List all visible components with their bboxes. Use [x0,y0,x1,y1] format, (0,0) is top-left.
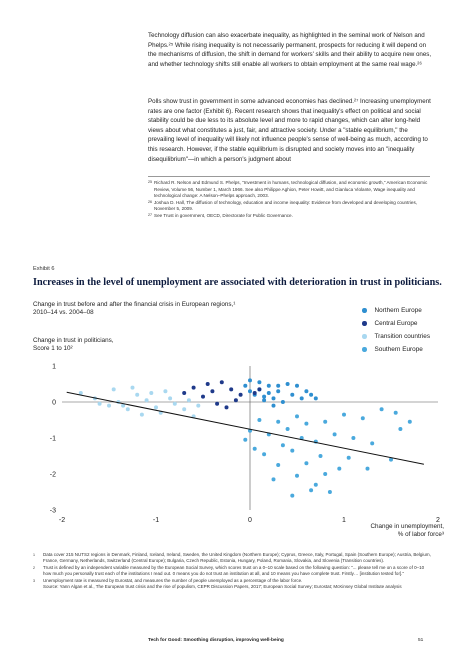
data-point-southern-europe [253,447,257,451]
data-point-central-europe [229,387,233,391]
data-point-northern-europe [276,384,280,388]
data-point-southern-europe [408,420,412,424]
legend-label: Northern Europe [374,307,422,314]
data-point-northern-europe [286,382,290,386]
data-point-northern-europe [262,398,266,402]
legend-label: Central Europe [374,320,418,327]
x-tick-label: 2 [436,517,440,524]
data-point-southern-europe [281,443,285,447]
x-tick-label: 1 [342,517,346,524]
data-point-transition-countries [98,402,102,406]
footnote-text: Richard R. Nelson and Edmund S. Phelps, "Investment in humans, technological diffusion, and economic growth," American Economic Review, Volume 56, Number 1, March 1966. See also Philippe Aghion, Peter Howitt, and Gianluca Violante, Wage inequality and technological change: A Nelson–Phelps approach, 2003. [154,180,428,199]
data-point-northern-europe [248,389,252,393]
data-point-southern-europe [337,467,341,471]
data-point-southern-europe [370,441,374,445]
data-point-southern-europe [304,461,308,465]
data-point-central-europe [234,398,238,402]
data-point-northern-europe [257,380,261,384]
data-point-southern-europe [243,438,247,442]
page-number: 51 [418,638,424,643]
x-axis-label-line-2: % of labor force³ [397,531,444,538]
footnote-number: 27 [148,212,152,217]
data-point-northern-europe [243,384,247,388]
data-point-northern-europe [267,384,271,388]
chart-footnote-number: 3 [33,578,35,583]
data-point-northern-europe [309,393,313,397]
data-point-southern-europe [398,427,402,431]
data-point-transition-countries [168,396,172,400]
body-paragraph-2-text: Polls show trust in government in some advanced economies has declined.²⁷ Increasing unemployment rates are one factor (Exhibit 6). Recent research shows that inequality's effect on political and social stability could be due less to its absolute level and more to rapid changes, which can alter long-held views about what constitutes a just, fair, and attractive society. Under a "stable equilibrium," the prevailing level of inequality will likely not influence people's sense of well-being as much, according to this research. However, if the stable equilibrium is disrupted and society moves into an "inequality disequilibrium"—in which a person's judgment about [148,98,431,163]
x-axis-label [340,523,444,539]
data-point-southern-europe [276,420,280,424]
data-point-northern-europe [276,389,280,393]
chart-title: Increases in the level of unemployment are associated with deterioration in trust in politicians. [33,277,442,288]
data-point-southern-europe [351,436,355,440]
data-point-southern-europe [290,449,294,453]
data-point-northern-europe [295,384,299,388]
data-point-southern-europe [394,411,398,415]
chart-footnote-number [33,584,43,590]
data-point-transition-countries [126,407,130,411]
data-point-transition-countries [154,405,158,409]
footnote-text: See Trust in government, OECD, Directorate for Public Governance. [154,212,293,218]
exhibit-label: Exhibit 6 [33,266,55,272]
data-point-transition-countries [196,404,200,408]
data-point-southern-europe [347,456,351,460]
data-point-transition-countries [107,404,111,408]
data-point-transition-countries [140,413,144,417]
data-point-southern-europe [314,483,318,487]
data-point-southern-europe [272,477,276,481]
trend-line [67,392,424,464]
chart-footnote-2 [33,565,433,578]
data-point-northern-europe [272,404,276,408]
chart-source-text: Source: Yann Algan et al., The European trust crisis and the rise of populism, CEPR Discussion Papers, 2017; European Social Survey; Eurostat; McKinsey Global Institute analysis [43,584,402,590]
x-axis-label-line-1: Change in unemployment, [370,523,444,530]
data-point-central-europe [257,387,261,391]
chart-footnote-number: 2 [33,565,35,570]
chart-footnote-text: Trust is defined by an independent variable measured by the European Social Survey, which scores trust on a 0–10 scale based on the following question: "... please tell me on a score of 0–10 how much you personally trust each of the institutions I read out. 0 means you do not trust an institution at all, and 10 means you have complete trust. Firstly… [institution tested for]." [43,564,425,577]
data-point-southern-europe [342,413,346,417]
data-point-southern-europe [380,407,384,411]
data-point-northern-europe [248,378,252,382]
y-tick-label: -1 [49,435,56,443]
data-point-central-europe [182,391,186,395]
x-tick-label: -1 [152,517,160,524]
data-point-transition-countries [131,386,135,390]
data-point-southern-europe [323,472,327,476]
y-tick-label: -2 [49,471,56,479]
data-point-northern-europe [290,393,294,397]
data-point-southern-europe [328,490,332,494]
page-footer: Tech for Good: Smoothing disruption, improving well-being [148,638,284,643]
data-point-southern-europe [361,416,365,420]
chart-source [33,584,433,590]
footnote-text: Joshua D. Hall, The diffusion of technology, education and income inequality: Evidence from developed and developing countries, November 5, 2009. [154,199,418,212]
data-point-transition-countries [182,407,186,411]
data-point-transition-countries [112,387,116,391]
y-axis-label-line-2: Score 1 to 10² [33,345,73,352]
data-point-central-europe [192,386,196,390]
data-point-central-europe [215,402,219,406]
chart-footnote-text: Data cover 215 NUTS2 regions in Denmark, Finland, Iceland, Ireland, Sweden, the United Kingdom (Northern Europe); Cyprus, Greece, Italy, Portugal, Spain (Southern Europe); Austria, Belgium, France, Germany, Netherlands, Switzerland (Central Europe); Bulgaria, Czech Republic, Estonia, Hungary, Poland, Romania, Slovakia, and Slovenia (Transition countries). [43,552,431,564]
data-point-transition-countries [135,393,139,397]
x-tick-label: 0 [248,517,252,524]
chart-subtitle-line-2: 2010–14 vs. 2004–08 [33,309,94,316]
data-point-southern-europe [290,494,294,498]
data-point-northern-europe [272,396,276,400]
data-point-transition-countries [149,391,153,395]
data-point-transition-countries [145,398,149,402]
data-point-transition-countries [173,402,177,406]
data-point-northern-europe [281,400,285,404]
footnote-number: 26 [148,199,152,204]
data-point-central-europe [220,380,224,384]
data-point-northern-europe [314,396,318,400]
data-point-southern-europe [295,474,299,478]
data-point-southern-europe [257,418,261,422]
legend-label: Southern Europe [374,346,423,353]
data-point-southern-europe [319,454,323,458]
data-point-southern-europe [286,427,290,431]
data-point-northern-europe [300,396,304,400]
data-point-southern-europe [333,432,337,436]
body-paragraph-1-text: Technology diffusion can also exacerbate inequality, as highlighted in the seminal work of Nelson and Phelps.²⁵ While rising inequality is not necessarily permanent, prospects for reducing it will depend on the mechanisms of diffusion, the shift in demand for workers' skills and their ability to acquire new ones, and whether technology shifts still enable all workers to obtain employment at the same real wage.²⁶ [148,32,432,68]
data-point-northern-europe [304,389,308,393]
chart-footnote-1 [33,552,433,565]
chart-footnote-text: Unemployment rate is measured by Eurostat, and measures the number of people unemployed as a percentage of the labor force. [43,577,303,583]
footnote-number: 25 [148,180,152,184]
x-tick-label: -2 [58,517,66,524]
chart-footnote-number: 1 [33,553,35,557]
data-point-central-europe [253,391,257,395]
data-point-northern-europe [262,395,266,399]
data-point-southern-europe [366,467,370,471]
y-tick-label: 0 [52,399,56,407]
data-point-transition-countries [163,389,167,393]
data-point-transition-countries [187,398,191,402]
data-point-central-europe [210,389,214,393]
data-point-southern-europe [309,488,313,492]
y-tick-label: 1 [52,363,56,371]
data-point-southern-europe [276,463,280,467]
legend-label: Transition countries [374,333,431,340]
data-point-central-europe [201,395,205,399]
data-point-northern-europe [267,391,271,395]
data-point-southern-europe [295,414,299,418]
data-point-southern-europe [304,422,308,426]
data-point-central-europe [239,393,243,397]
data-point-southern-europe [323,420,327,424]
y-tick-label: -3 [49,507,56,515]
chart-subtitle-line-1: Change in trust before and after the financial crisis in European regions,¹ [33,301,236,308]
y-axis-label-line-1: Change in trust in politicians, [33,337,114,344]
chart-footnotes [33,552,433,590]
data-point-central-europe [225,405,229,409]
data-point-central-europe [206,382,210,386]
data-point-southern-europe [262,452,266,456]
